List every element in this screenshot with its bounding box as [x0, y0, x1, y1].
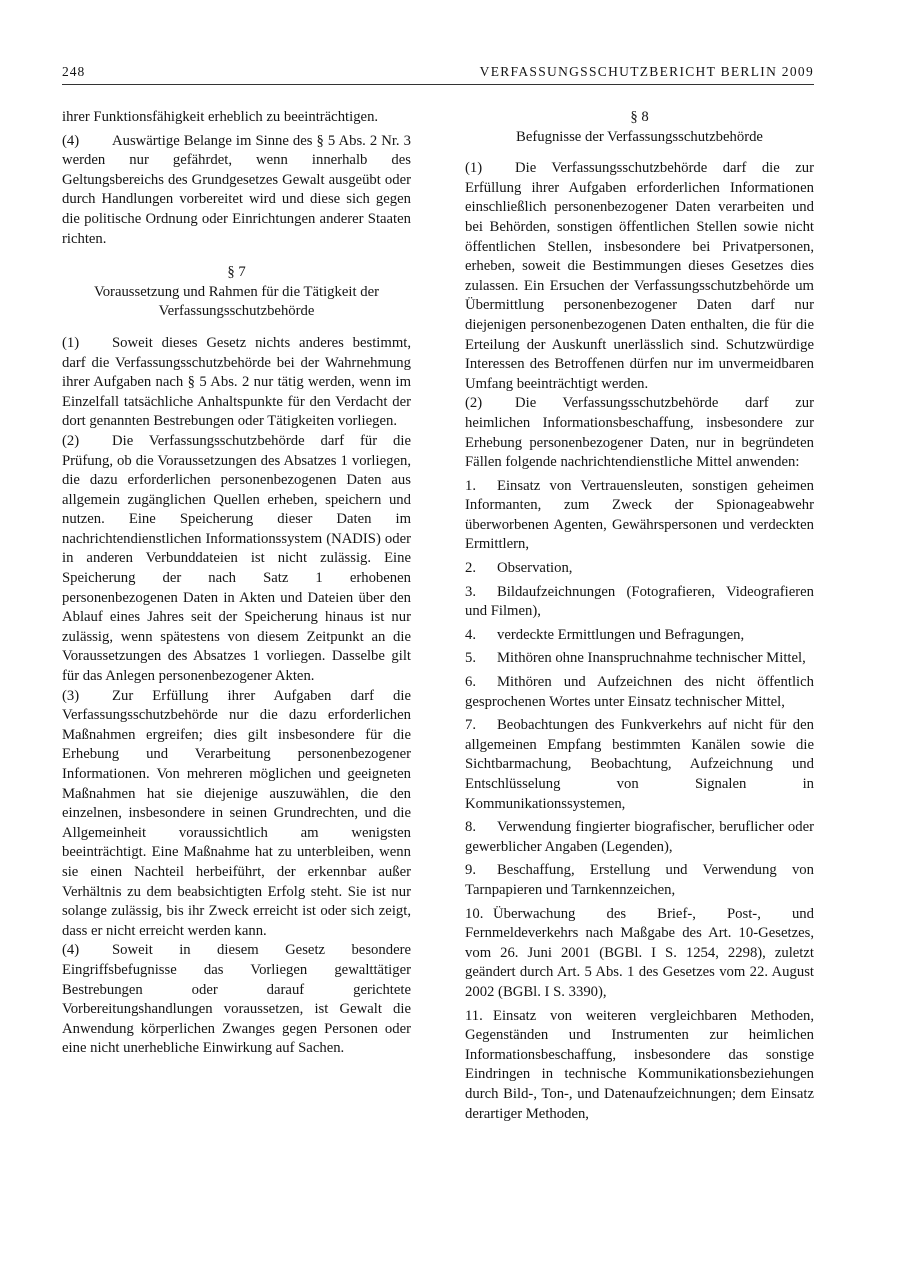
- paragraph-text: Zur Erfüllung ihrer Aufgaben darf die Verfassungsschutzbehörde nur die dazu erforderlichen Maßnahmen ergreifen; dies gilt insbesondere für die Erhebung und Verarbeitung personenbezogener Informationen. Von mehreren möglichen und geeigneten Maßnahmen hat sie diejenige auszuwählen, die den einzelnen, insbesondere in seinen Grundrechten, und die Allgemeinheit voraussichtlich am wenigsten beeinträchtigt. Eine Maßnahme hat zu unterbleiben, wenn sie einen Nachteil herbeiführt, der erkennbar außer Verhältnis zu dem beabsichtigten Erfolg steht. Sie ist nur solange zulässig, bis ihr Zweck erreicht ist oder sich zeigt, dass er nicht erreicht werden kann.: [62, 687, 411, 939]
- list-item-text: Beobachtungen des Funkverkehrs auf nicht für den allgemeinen Empfang bestimmten Kanälen sowie die Sichtbarmachung, Beobachtung, Aufzeichnung und Entschlüsselung von Signalen in Kommunikationssystemen,: [465, 717, 814, 812]
- list-item-number: 7.: [465, 717, 477, 734]
- paragraph-7-3: [62, 687, 411, 942]
- list-item-number: 4.: [465, 626, 477, 643]
- list-item-text: Observation,: [497, 560, 573, 577]
- section-title: Befugnisse der Verfassungsschutzbehörde: [516, 128, 763, 145]
- paragraph-text: Die Verfassungsschutzbehörde darf die zur Erfüllung ihrer Aufgaben erforderlichen Informationen einschließlich personenbezogener Daten verarbeiten und bei Behörden, sonstigen öffentlichen Stellen sowie nicht öffentlichen Stellen, insbesondere bei Privatpersonen, erheben, soweit die Bestimmungen dieses Gesetzes dies zulassen. Ein Ersuchen der Verfassungsschutzbehörde um Übermittlung personenbezogener Daten darf nur diejenigen personenbezogenen Daten enthalten, die für die Erteilung der Auskunft unerlässlich sind. Schutzwürdige Interessen des Betroffenen dürfen nur im unvermeidbaren Umfang beeinträchtigt werden.: [465, 160, 814, 392]
- paragraph-7-4: [62, 941, 411, 1059]
- paragraph-number: (4): [62, 942, 80, 959]
- paragraph-number: (3): [62, 687, 80, 704]
- list-item-text: Verwendung fingierter biografischer, beruflicher oder gewerblicher Angaben (Legenden),: [465, 819, 814, 855]
- paragraph-8-1: [465, 159, 814, 394]
- list-item: [465, 583, 814, 622]
- right-column: [465, 108, 814, 1128]
- list-item-number: 8.: [465, 819, 477, 836]
- paragraph-text: Auswärtige Belange im Sinne des § 5 Abs. 2 Nr. 3 werden nur gefährdet, wenn innerhalb des Geltungsbereichs des Grundgesetzes Gewalt ausgeübt oder durch Handlungen vorbereitet wird und diese sich gegen die politische Ordnung oder Einrichtungen anderer Staaten richten.: [62, 132, 411, 247]
- continued-paragraph: ihrer Funktionsfähigkeit erheblich zu beeinträchtigen.: [62, 109, 379, 125]
- list-item: [465, 861, 814, 900]
- section-8-heading: [465, 108, 814, 147]
- list-item-text: Einsatz von weiteren vergleichbaren Methoden, Gegenständen und Instrumenten zur heimlichen Informationsbeschaffung, insbesondere das sonstige Eindringen in technische Kommunikationsbeziehungen durch Bild-, Ton-, und Datenaufzeichnungen; dem Einsatz derartiger Methoden,: [465, 1007, 814, 1122]
- paragraph-8-2: [465, 394, 814, 472]
- paragraph-text: Die Verfassungsschutzbehörde darf für die Prüfung, ob die Voraussetzungen des Absatzes 1 vorliegen, die dazu erforderlichen personenbezogenen Daten aus allgemein zugänglichen Quellen erheben, speichern und nutzen. Eine Speicherung dieser Daten im nachrichtendienstlichen Informationssystem (NADIS) oder in anderen Verbunddateien ist nicht zulässig. Eine Speicherung der nach Satz 1 erhobenen personenbezogenen Daten in Akten und Dateien über den Ablauf eines Jahres seit der Speicherung hinaus ist nur zulässig, wenn spätestens von diesem Zeitpunkt an die Voraussetzungen des Absatzes 1 vorliegen. Dasselbe gilt für das Anlegen personenbezogener Akten.: [62, 432, 411, 685]
- paragraph-text: Die Verfassungsschutzbehörde darf zur heimlichen Informationsbeschaffung, insbesondere zur Erhebung personenbezogener Daten, nur in begründeten Fällen folgende nachrichtendienstliche Mittel anwenden:: [465, 395, 814, 471]
- list-item-number: 10.: [465, 905, 484, 922]
- list-item-number: 5.: [465, 650, 477, 667]
- paragraph-number: (1): [465, 160, 483, 177]
- section-title: Voraussetzung und Rahmen für die Tätigkeit der Verfassungsschutzbehörde: [94, 283, 379, 320]
- list-item-number: 2.: [465, 560, 477, 577]
- list-item-number: 6.: [465, 674, 477, 691]
- list-item-text: Beschaffung, Erstellung und Verwendung von Tarnpapieren und Tarnkennzeichen,: [465, 862, 814, 898]
- page-number: 248: [62, 64, 86, 79]
- paragraph-5-4: [62, 132, 411, 250]
- list-item-text: verdeckte Ermittlungen und Befragungen,: [497, 626, 745, 643]
- paragraph-number: (1): [62, 334, 80, 351]
- list-item: [465, 626, 814, 646]
- list-item-text: Einsatz von Vertrauensleuten, sonstigen geheimen Informanten, zum Zweck der Spionageabwehr überworbenen Agenten, Gewährspersonen und verdeckten Ermittlern,: [465, 477, 814, 553]
- paragraph-text: Soweit in diesem Gesetz besondere Eingriffsbefugnisse das Vorliegen gewalttätiger Bestrebungen oder darauf gerichtete Vorbereitungshandlungen voraussetzen, ist Gewalt die Anwendung körperlichen Zwanges gegen Personen oder eine nicht unerhebliche Einwirkung auf Sachen.: [62, 942, 411, 1057]
- list-item-number: 3.: [465, 583, 477, 600]
- list-item-text: Überwachung des Brief-, Post-, und Fernmeldeverkehrs nach Maßgabe des Art. 10-Gesetzes, vom 26. Juni 2001 (BGBl. I S. 1254, 2298), zuletzt geändert durch Art. 5 Abs. 1 des Gesetzes vom 22. August 2002 (BGBl. I S. 3390),: [465, 905, 814, 1000]
- list-item: [465, 559, 814, 579]
- list-item: [465, 649, 814, 669]
- paragraph-number: (2): [465, 395, 483, 412]
- left-column: [62, 108, 411, 1059]
- list-item-number: 11.: [465, 1007, 483, 1024]
- paragraph-number: (4): [62, 132, 80, 149]
- paragraph-number: (2): [62, 432, 80, 449]
- list-item-text: Bildaufzeichnungen (Fotografieren, Videografieren und Filmen),: [465, 583, 814, 620]
- paragraph-text: Soweit dieses Gesetz nichts anderes bestimmt, darf die Verfassungsschutzbehörde bei der Wahrnehmung ihrer Aufgaben nach § 5 Abs. 2 nur tätig werden, wenn im Einzelfall tatsächliche Anhaltspunkte für den Verdacht der dort genannten Bestrebungen oder Tätigkeiten vorliegen.: [62, 334, 411, 430]
- paragraph-7-1: [62, 334, 411, 432]
- list-item: [465, 673, 814, 712]
- list-item-number: 1.: [465, 477, 477, 494]
- list-item: [465, 818, 814, 857]
- list-item: [465, 905, 814, 1003]
- list-item: [465, 1007, 814, 1125]
- section-number: § 7: [227, 264, 246, 281]
- list-item-text: Mithören und Aufzeichnen des nicht öffentlich gesprochenen Wortes unter Einsatz technischer Mittel,: [465, 674, 814, 710]
- running-title: VERFASSUNGSSCHUTZBERICHT BERLIN 2009: [479, 64, 814, 79]
- paragraph-7-2: [62, 432, 411, 687]
- list-item-number: 9.: [465, 862, 477, 879]
- page-header: [62, 62, 814, 85]
- section-number: § 8: [630, 109, 649, 125]
- section-7-heading: [62, 263, 411, 322]
- list-item-text: Mithören ohne Inanspruchnahme technischer Mittel,: [497, 650, 806, 667]
- list-item: [465, 716, 814, 814]
- list-item: [465, 477, 814, 555]
